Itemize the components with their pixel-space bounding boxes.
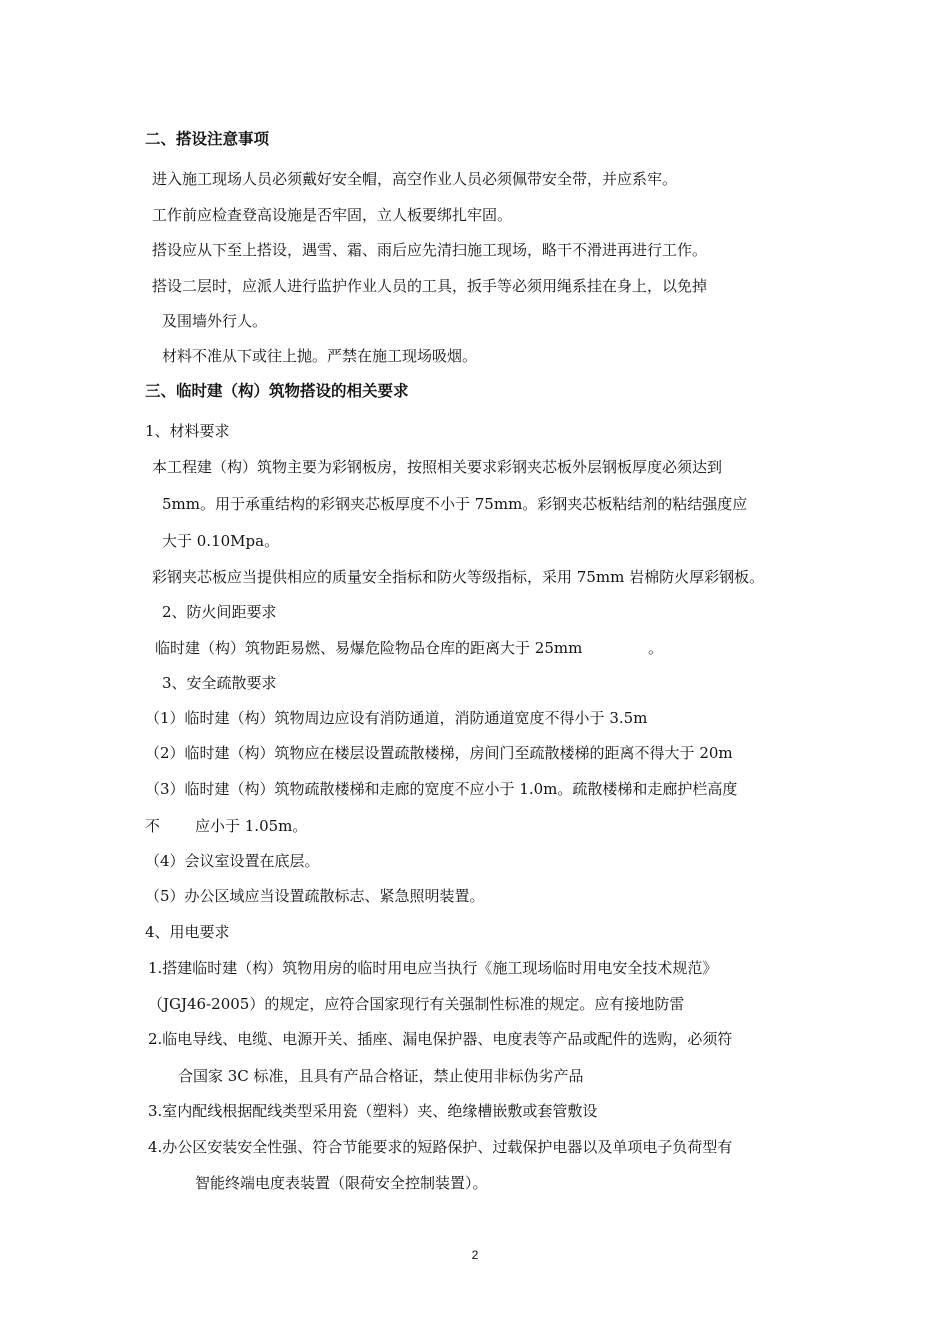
paragraph-line: （JGJ46-2005）的规定，应符合国家现行有关强制性标准的规定。应有接地防雷	[148, 995, 685, 1013]
subheading: 1、材料要求	[145, 422, 230, 440]
paragraph-line: 材料不准从下或往上抛。严禁在施工现场吸烟。	[162, 347, 478, 365]
paragraph-line: 彩钢夹芯板应当提供相应的质量安全指标和防火等级指标，采用 75mm 岩棉防火厚彩钢板。	[152, 568, 765, 586]
paragraph-line: 进入施工现场人员必须戴好安全帽，高空作业人员必须佩带安全带，并应系牢。	[152, 170, 678, 188]
page-number: 2	[471, 1248, 479, 1262]
paragraph-line: 不	[145, 817, 161, 835]
paragraph-line: 应小于 1.05m。	[195, 817, 308, 835]
paragraph-line: （1）临时建（构）筑物周边应设有消防通道，消防通道宽度不得小于 3.5m	[145, 709, 648, 727]
section-2-heading: 二、搭设注意事项	[145, 129, 270, 148]
paragraph-line: 1.搭建临时建（构）筑物用房的临时用电应当执行《施工现场临时用电安全技术规范》	[148, 959, 718, 977]
subheading: 2、防火间距要求	[162, 603, 277, 621]
paragraph-line: 4.办公区安装安全性强、符合节能要求的短路保护、过载保护电器以及单项电子负荷型有	[148, 1138, 733, 1156]
paragraph-line: 搭设应从下至上搭设，遇雪、霜、雨后应先清扫施工现场，略干不滑进再进行工作。	[152, 241, 708, 259]
paragraph-line: 2.临电导线、电缆、电源开关、插座、漏电保护器、电度表等产品或配件的选购，必须符	[148, 1030, 733, 1048]
paragraph-line: 3.室内配线根据配线类型采用瓷（塑料）夹、绝缘槽嵌敷或套管敷设	[148, 1102, 598, 1120]
paragraph-line: （5）办公区域应当设置疏散标志、紧急照明装置。	[145, 887, 485, 905]
paragraph-line: （4）会议室设置在底层。	[145, 852, 320, 870]
paragraph-line: 及围墙外行人。	[162, 312, 268, 330]
paragraph-line: 智能终端电度表装置（限荷安全控制装置）。	[195, 1174, 488, 1192]
subheading: 3、安全疏散要求	[162, 674, 277, 692]
paragraph-line: 。	[648, 639, 664, 657]
paragraph-line: 工作前应检查登高设施是否牢固，立人板要绑扎牢固。	[152, 206, 513, 224]
paragraph-line: 临时建（构）筑物距易燃、易爆危险物品仓库的距离大于 25mm	[155, 639, 583, 657]
paragraph-line: 搭设二层时，应派人进行监护作业人员的工具，扳手等必须用绳系挂在身上，以免掉	[152, 277, 708, 295]
paragraph-line: 合国家 3C 标准，且具有产品合格证，禁止使用非标伪劣产品	[178, 1067, 584, 1085]
subheading: 4、用电要求	[145, 923, 230, 941]
paragraph-line: （3）临时建（构）筑物疏散楼梯和走廊的宽度不应小于 1.0m。疏散楼梯和走廊护栏高度	[145, 780, 738, 798]
paragraph-line: 本工程建（构）筑物主要为彩钢板房，按照相关要求彩钢夹芯板外层钢板厚度必须达到	[152, 458, 723, 476]
paragraph-line: 5mm。用于承重结构的彩钢夹芯板厚度不小于 75mm。彩钢夹芯板粘结剂的粘结强度应	[162, 495, 748, 513]
paragraph-line: （2）临时建（构）筑物应在楼层设置疏散楼梯，房间门至疏散楼梯的距离不得大于 20m	[145, 744, 733, 762]
paragraph-line: 大于 0.10Mpa。	[162, 532, 280, 550]
section-3-heading: 三、临时建（构）筑物搭设的相关要求	[145, 381, 409, 400]
